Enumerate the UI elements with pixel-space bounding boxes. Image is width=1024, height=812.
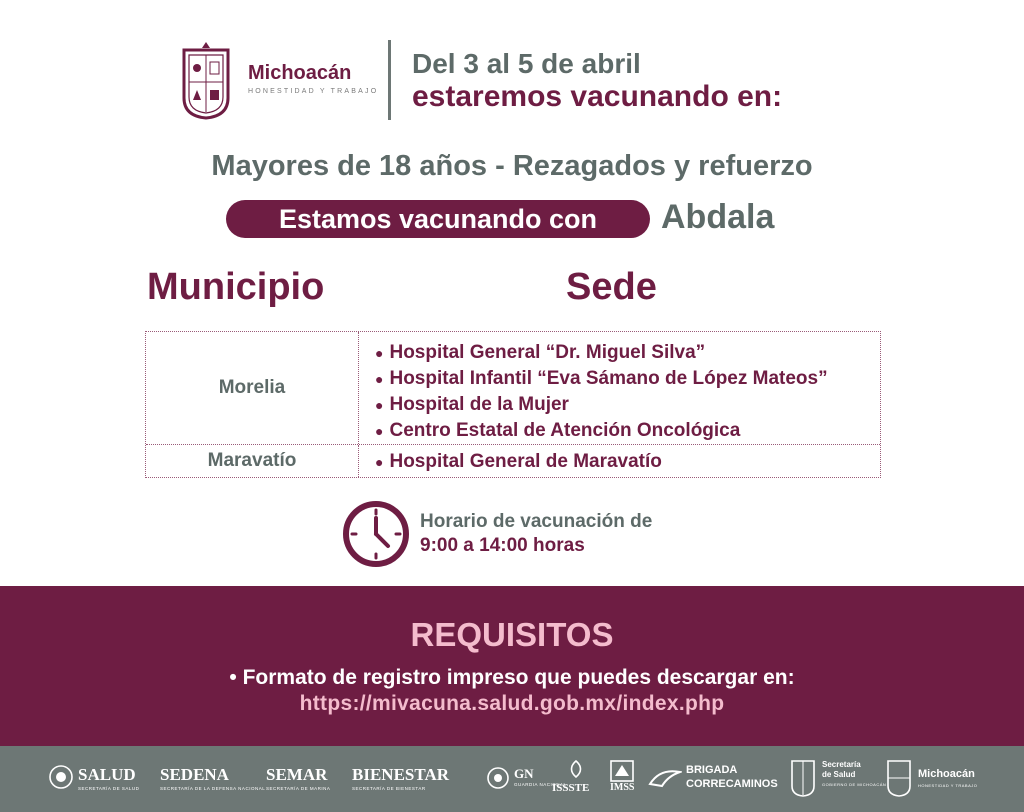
requirements-title: REQUISITOS [410,616,614,653]
guardia-nacional-logo: GN GUARDIA NACIONAL [486,746,546,812]
municipio-cell: Maravatío [146,445,359,477]
schedule-time: 9:00 a 14:00 horas [420,535,585,556]
brand-tagline: HONESTIDAD Y TRABAJO [248,88,379,95]
gn-seal-icon [486,766,510,790]
requirements-item: • Formato de registro impreso que puedes descargar en: [229,666,795,689]
sede-heading: Sede [566,266,657,308]
brigada-correcaminos-logo: BRIGADA CORRECAMINOS [648,746,784,812]
bullet-icon: ● [375,345,384,361]
bullet-icon: ● [375,397,384,413]
date-line: Del 3 al 5 de abril [412,48,641,79]
issste-logo: ISSSTE [552,746,600,812]
municipio-cell: Morelia [146,332,359,444]
semar-logo: SEMAR SECRETARÍA DE MARINA [266,765,331,791]
bullet-icon: ● [375,371,384,387]
headline: estaremos vacunando en: [412,80,783,113]
bullet-icon: ● [375,423,384,439]
sede-item: ● Hospital de la Mujer [375,394,569,415]
municipio-heading: Municipio [147,266,325,308]
michoacan-footer-logo: Michoacán HONESTIDAD Y TRABAJO [886,746,986,812]
sede-cell [359,445,880,477]
shield-icon [790,758,816,798]
imss-logo: IMSS [606,746,642,812]
imss-emblem-icon [610,760,634,782]
audience-line: Mayores de 18 años - Rezagados y refuerzo [211,150,813,182]
michoacan-shield-logo [180,40,232,120]
locations-table [145,331,881,478]
table-row [146,332,880,445]
registration-link[interactable]: https://mivacuna.salud.gob.mx/index.php [299,692,725,715]
sedena-logo: SEDENA SECRETARÍA DE LA DEFENSA NACIONAL [160,765,266,791]
header-divider [388,40,391,120]
clock-icon [342,500,410,568]
secretaria-salud-michoacan-logo: Secretaría de Salud GOBIERNO DE MICHOACÁN [790,746,880,812]
sede-cell [359,332,880,444]
schedule-label: Horario de vacunación de [420,511,653,532]
salud-logo: SALUD SECRETARÍA DE SALUD [48,746,152,812]
eagle-seal-icon [48,764,74,790]
bienestar-logo: BIENESTAR SECRETARÍA DE BIENESTAR [352,765,449,791]
issste-emblem-icon [566,760,586,778]
vaccine-pill: Estamos vacunando con [226,200,650,238]
vaccine-name: Abdala [661,198,775,236]
sede-item: ● Hospital Infantil “Eva Sámano de López Mateos” [375,368,828,389]
sede-item: ● Hospital General “Dr. Miguel Silva” [375,342,706,363]
footer-logos-bar [0,746,1024,812]
bullet-icon: ● [375,454,384,470]
roadrunner-icon [648,766,682,790]
sede-item: ● Centro Estatal de Atención Oncológica [375,420,741,441]
brand-name: Michoacán [248,62,352,84]
shield-icon [886,758,912,798]
sede-item: ● Hospital General de Maravatío [375,451,662,472]
table-row [146,445,880,477]
